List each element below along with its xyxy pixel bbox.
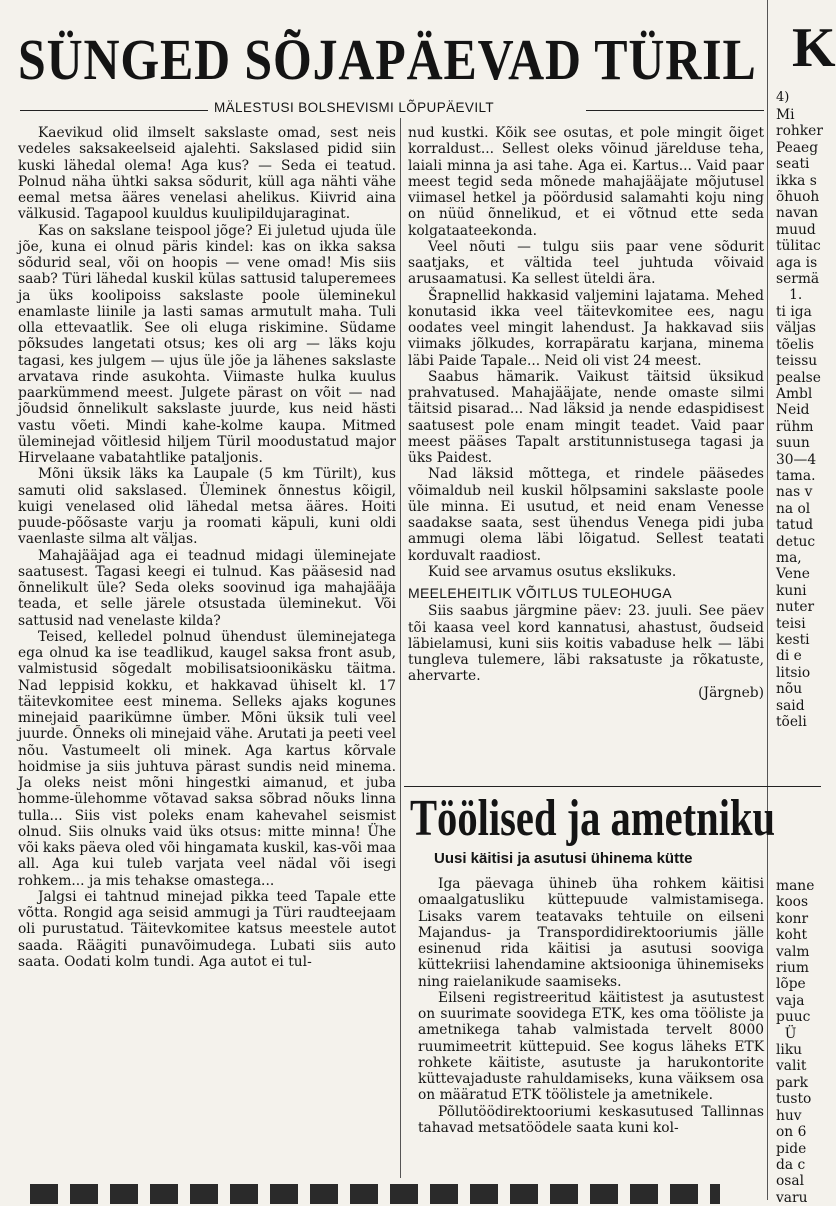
continued-note: (Järgneb) <box>698 684 764 701</box>
section-rule <box>404 786 821 787</box>
paragraph: Kaevikud olid ilmselt sakslaste omad, sest neis vedeles saksakeelseid ajalehti. Sakslased pidid siin kuski lähedal olema! Aga kus? — Seda ei teatud. Polnud näha ühtki saksa sõdurit, küll aga nähti vähe eemal metsa ääres venelasi ahelikus. Kiivrid aina välkusid. Tagapool kuuldus kuulipildujaraginat. <box>18 125 396 223</box>
article-column-middle <box>408 125 764 701</box>
column-divider <box>400 118 401 1178</box>
second-article-column <box>418 876 764 1136</box>
next-headline-cropped <box>30 1184 720 1204</box>
second-article-subtitle: Uusi käitisi ja asutusi ühinema kütte <box>434 850 693 867</box>
neighbor-text-bottom: mane koos konr koht valm rium lõpe vaja puuc Ü liku valit park tusto huv on 6 pide da c osal varu <box>776 878 815 1206</box>
article-subtitle: MÄLESTUSI BOLSHEVISMI LÕPUPÄEVILT <box>214 100 495 115</box>
neighbor-number: 4) <box>776 90 790 105</box>
section-heading: MEELEHEITLIK VÕITLUS TULEOHUGA <box>408 585 672 601</box>
paragraph: Nad läksid mõttega, et rindele pääsedes võimaldub neil kuskil hõlpsamini sakslaste poole üle minna. Ei usutud, et neid enam Venesse saadakse saata, sest ühendus Venega pidi juba ammugi olema läbi lõigatud. Sellest teatati korduvalt raadiost. <box>408 466 764 564</box>
paragraph: Eilseni registreeritud käitistest ja asutustest on suurimate soovidega ETK, kes oma tööliste ja ametnikega tahab valmistada tervelt 8000 ruumimeetrit küttepuid. See kogus läheks ETK rohkete käitiste, asutuste ja harukontorite küttevajaduste rahuldamiseks, kuna väiksem osa on määratud ETK töölistele ja ametnikele. <box>418 989 764 1104</box>
neighbor-text-top: Mi rohker Peaeg seati ikka s õhuoh navan muud tülitac aga is sermä 1. ti iga väljas tõelis teissu pealse Ambl Neid rühm suun 30—4 tama. nas v na ol tatud detuc ma, Vene kuni nuter teisi kesti di e litsio nõu said tõeli <box>776 107 823 731</box>
paragraph: Mahajääjad aga ei teadnud midagi üleminejate saatusest. Tagasi keegi ei tulnud. Kas pääsesid nad õnnelikult üle? Seda oleks soovinud iga mahajääja teada, et selle järele otsustada üleminekut. Või sattusid nad venelaste kilda? <box>18 547 396 629</box>
paragraph: Kas on sakslane teispool jõge? Ei juletud ujuda üle jõe, kuna ei olnud päris kindel: kas on ikka saksa sõdurid seal, või on hoopis — vene omad! Mis siis saab? Türi lähedal kuskil külas sattusid taluperemees ja üks koolipoiss sakslaste poole üleminekul enamlaste liinile ja lasti samas armutult maha. Tuli olla ettevaatlik. See oli eluga riskimine. Südame põksudes langetati otsus; kes oli arg — läks koju tagasi, kes julgem — ujus üle jõe ja lähenes sakslaste arvatava rinde asukohta. Viimaste hulka kuulus paarkümmend meest. Julgete pärast on võit — nad jõudsid õnnelikult sakslaste juurde, kus neid hästi vastu võeti. Mindi kahe-kolme kaupa. Mitmed üleminejad võitlesid hiljem Türil moodustatud major Hirvelaane vabatahtlike pataljonis. <box>18 222 396 466</box>
paragraph: Põllutöödirektooriumi keskasutused Tallinnas tahavad metsatöödele saata kuni kol- <box>418 1103 764 1136</box>
paragraph: Mõni üksik läks ka Laupale (5 km Türilt), kus samuti olid sakslased. Üleminek õnnestus kõigil, kuigi venelased olid lähedal metsa ääres. Hoiti puude-põõsaste varju ja roomati käpuli, kuni oldi vaenlaste silma alt väljas. <box>18 466 396 548</box>
paragraph: Šrapnellid hakkasid valjemini lajatama. Mehed konutasid ikka veel täitevkomitee ees, nagu oodates veel mingit lahendust. Ja hakkavad siis viimaks jõlkudes, korrapäratu karjana, minema läbi Paide Tapale... Neid oli vist 24 meest. <box>408 287 764 369</box>
paragraph: Saabus hämarik. Vaikust täitsid üksikud prahvatused. Mahajääjate, nende omaste silmi täitsid pisarad... Nad läksid ja nende edaspidisest saatusest pole enam mingit teadet. Vaid paar meest pääses Tapalt arstitunnistusega tagasi ja üks Paidest. <box>408 368 764 466</box>
headline-rule-right <box>586 110 764 111</box>
paragraph: Siis saabus järgmine päev: 23. juuli. See päev tõi kaasa veel kord kannatusi, ahastust, õudseid läbielamusi, kuni siis koitis vabaduse helk — läbi tungleva tulemere, läbi raksatuste ja rõkatuste, ahervarte. <box>408 603 764 685</box>
paragraph: Teised, kelledel polnud ühendust üleminejatega ega olnud ka ise teadlikud, kaugel saksa front asub, valmistusid sõgedalt mobilisatsioonikäsku täitma. Nad leppisid kokku, et hakkavad ühiselt kl. 17 täitevkomitee eest minema. Selleks ajaks kogunes minejaid paarikümne ümber. Mõni üksik tuli veel juurde. Õnneks oli minejaid vähe. Arutati ja peeti veel nõu. Vastumeelt oli minek. Aga kartus kõrvale hoidmise ja siis juhtuva pärast sundis neid minema. Ja oleks neist mõni hingestki aimanud, et juba homme-ülehomme võtavad saksa sõbrad nõuks linna tulla... Siis vist poleks enam kahevahel seismist olnud. Siis olnuks vaid üks otsus: mitte minna! Ühe või kaks päeva oled või hingamata kuskil, kas-või maa all. Aga kui tuleb varjata veel nädal või isegi rohkem... ja mis tehakse omastega... <box>18 628 397 889</box>
paragraph: nud kustki. Kõik see osutas, et pole mingit õiget korraldust... Sellest oleks võinud järelduse teha, laiali minna ja asi tahe. Aga ei. Kartus... Vaid paar meest tegid seda mõnede mahajääjate mõjutusel viimasel hetkel ja pöördusid salamahti koju ning on nüüd õnnelikud, et ei võtnud ette seda kolgataateekonda. <box>408 125 764 239</box>
neighbor-headline-fragment: K <box>792 17 836 79</box>
page-column-divider <box>767 0 768 1200</box>
paragraph: Jalgsi ei tahtnud minejad pikka teed Tapale ette võtta. Rongid aga seisid ammugi ja Türi raudteejaam oli purustatud. Täitevkomitee katsus meestele autot saada. Räägiti punavõimudega. Lubati siis auto saata. Oodati kolm tundi. Aga autot ei tul- <box>18 888 396 970</box>
headline-rule-left <box>20 110 208 111</box>
paragraph: Veel nõuti — tulgu siis paar vene sõdurit saatjaks, et vältida teel juhtuda võivaid arusaamatusi. Ka sellest üteldi ära. <box>408 238 764 288</box>
article-headline: SÜNGED SÕJAPÄEVAD TÜRIL <box>18 27 757 92</box>
article-column-left <box>18 125 396 970</box>
second-article-headline: Töölised ja ametniku <box>410 790 776 847</box>
paragraph: Kuid see arvamus osutus ekslikuks. <box>428 563 677 580</box>
paragraph: Iga päevaga ühineb üha rohkem käitisi omaalgatusliku küttepuude valmistamisega. Lisaks varem teatavaks tehtuile on eilseni Majandus- ja Transpordidirektooriumis jälle esinenud rida käitisi ja asutusi sooviga küttekriisi lahendamine aktsiooniga ühinemiseks ning raielanikude saamiseks. <box>418 876 764 990</box>
